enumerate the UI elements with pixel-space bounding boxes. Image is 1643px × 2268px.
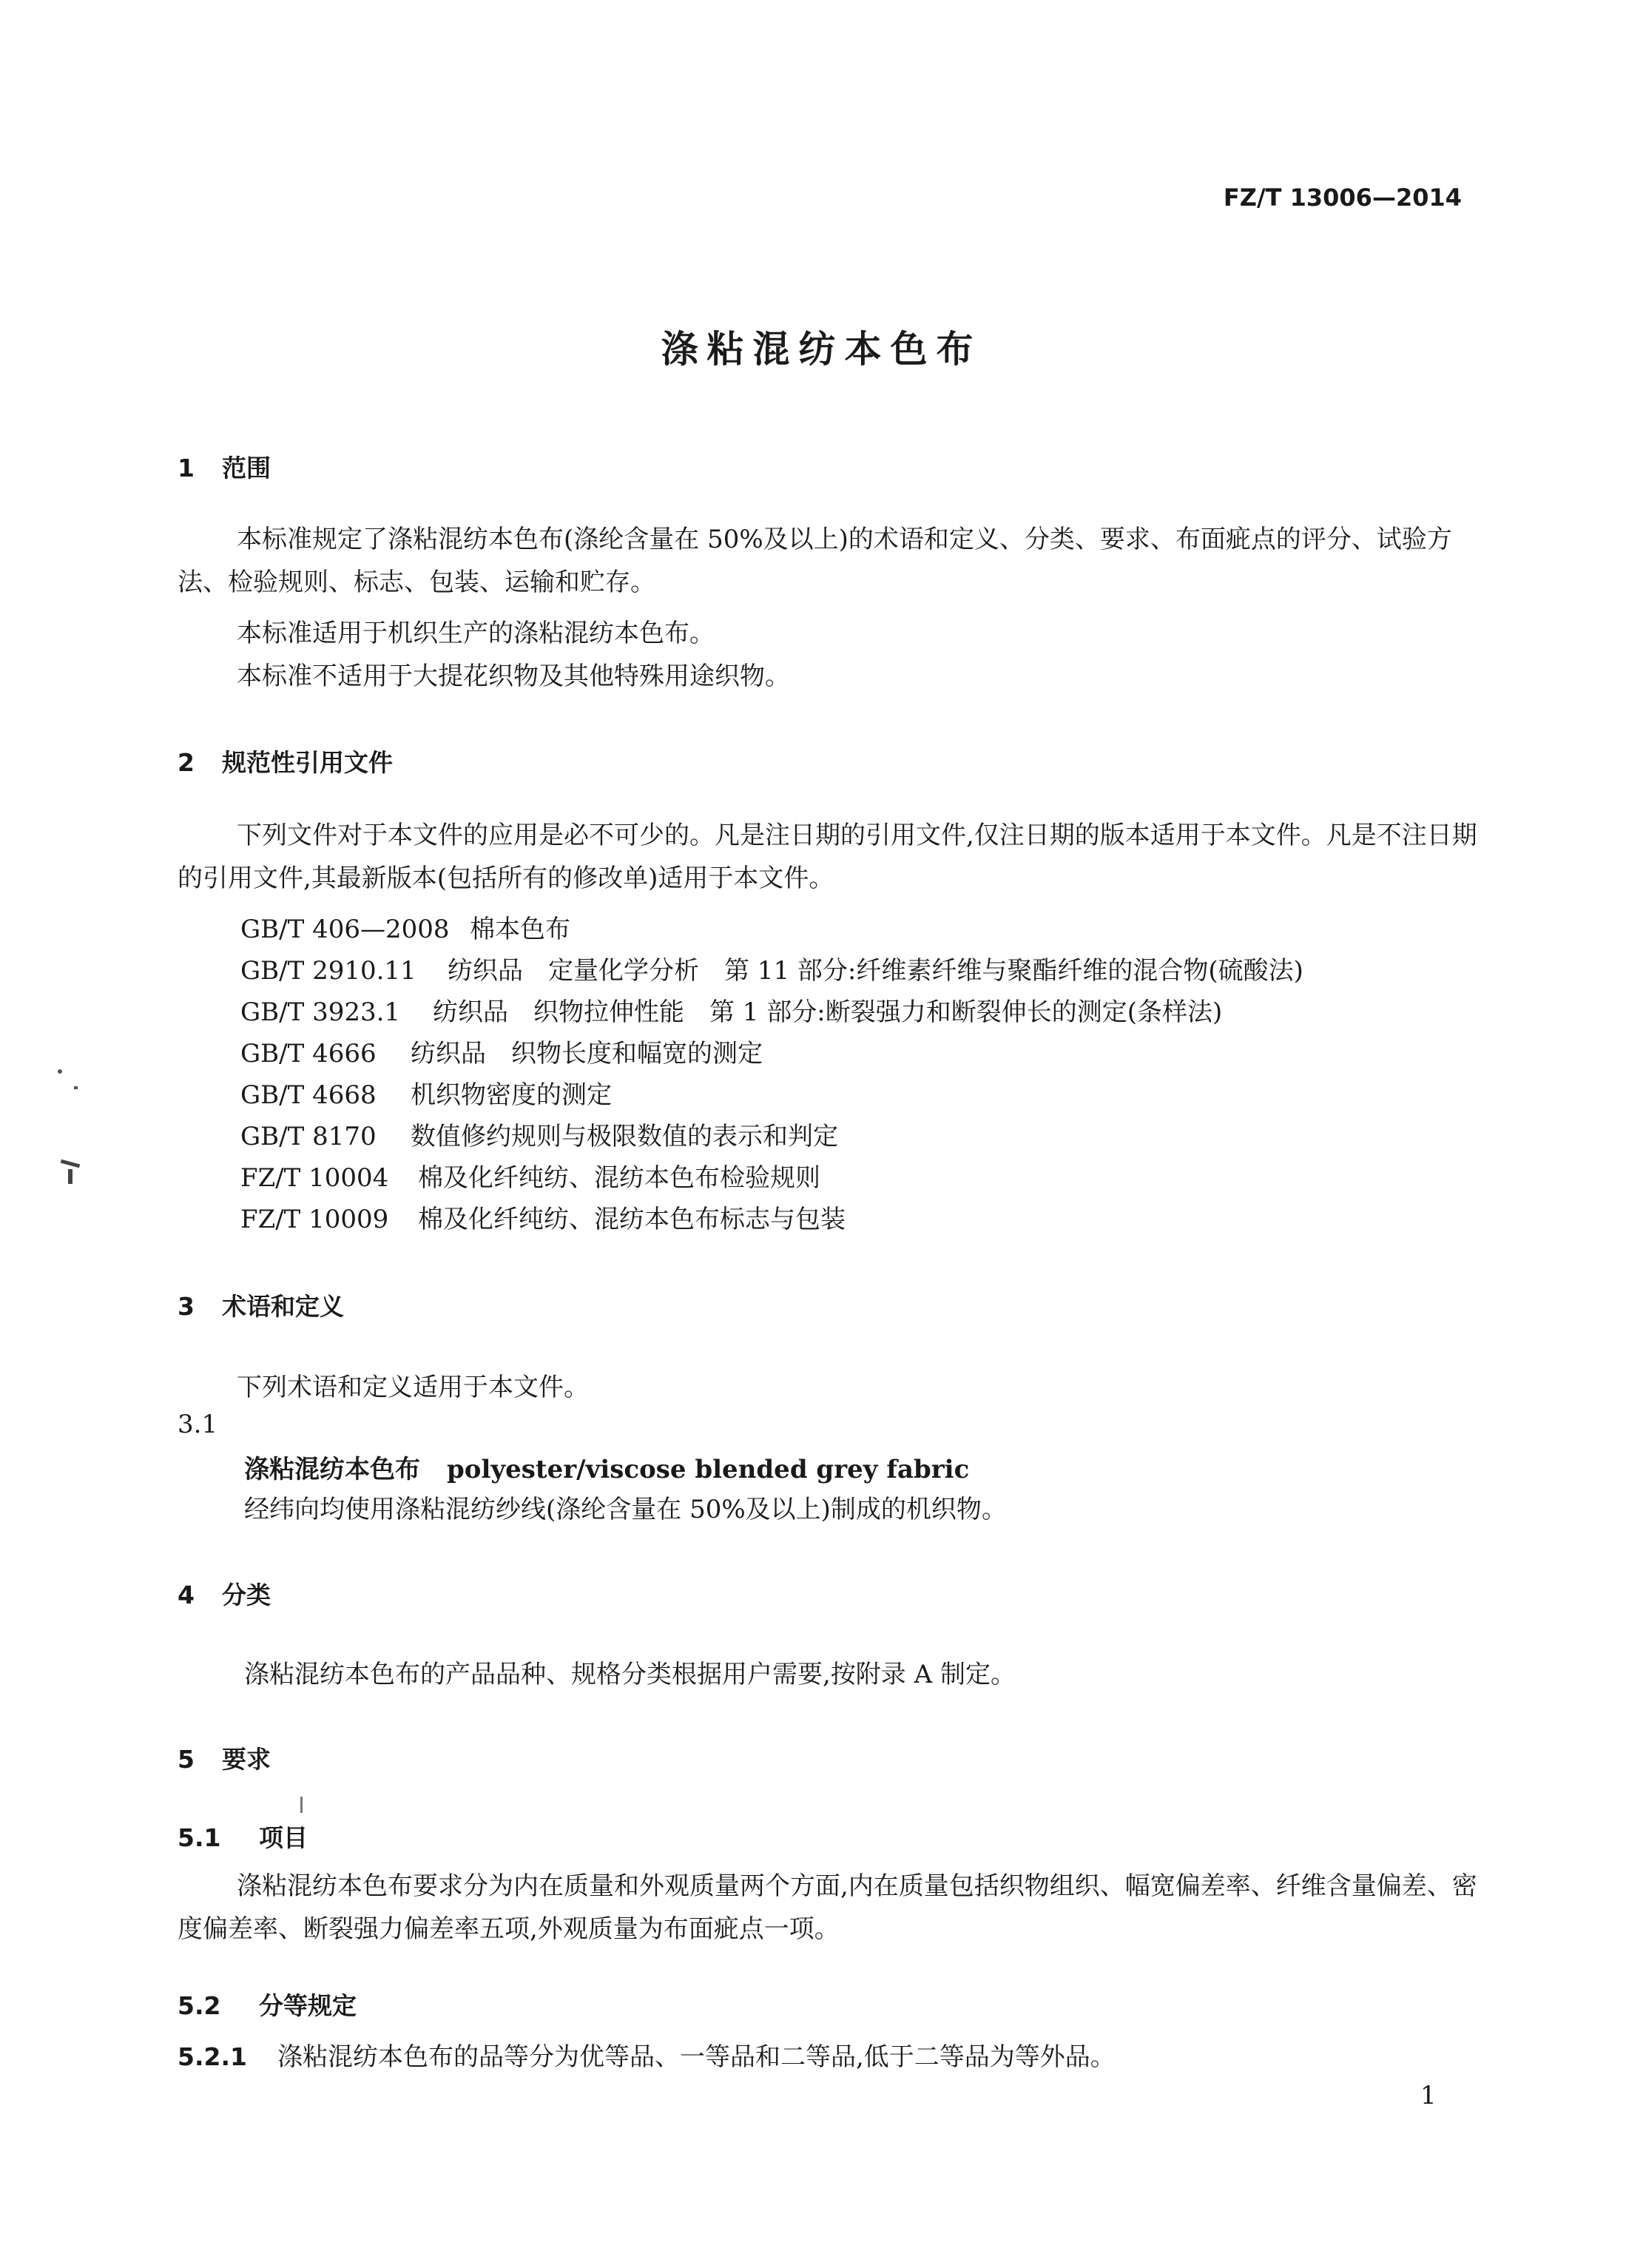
reference-item <box>240 1033 763 1069</box>
section-title: 要求 <box>222 1745 271 1774</box>
subsection-5-2-heading <box>178 1987 357 2022</box>
section-number: 1 <box>178 454 195 482</box>
reference-title: 棉及化纤纯纺、混纺本色布标志与包装 <box>418 1205 846 1234</box>
section-1-para-3: 本标准不适用于大提花织物及其他特殊用途织物。 <box>237 662 790 691</box>
reference-title: 棉本色布 <box>470 915 570 944</box>
section-3-para-1: 下列术语和定义适用于本文件。 <box>237 1373 589 1402</box>
reference-title: 纺织品 织物长度和幅宽的测定 <box>411 1039 763 1069</box>
reference-item <box>240 909 570 945</box>
reference-code: GB/T 4666 <box>240 1039 377 1069</box>
section-2-para-1: 下列文件对于本文件的应用是必不可少的。凡是注日期的引用文件,仅注日期的版本适用于本文件。凡是不注日期的引用文件,其最新版本(包括所有的修改单)适用于本文件。 <box>178 821 1477 893</box>
reference-code: FZ/T 10009 <box>240 1205 389 1234</box>
reference-title: 纺织品 织物拉伸性能 第 1 部分:断裂强力和断裂伸长的测定(条样法) <box>433 997 1223 1027</box>
page-title: 涤粘混纺本色布 <box>661 328 982 371</box>
section-title: 分类 <box>222 1581 271 1609</box>
section-3-heading <box>178 1288 344 1322</box>
subsection-number: 5.2 <box>178 1991 221 2020</box>
reference-item <box>240 1199 846 1235</box>
reference-title: 纺织品 定量化学分析 第 11 部分:纤维素纤维与聚酯纤维的混合物(硫酸法) <box>448 956 1303 986</box>
term-definition: 经纬向均使用涤粘混纺纱线(涤纶含量在 50%及以上)制成的机织物。 <box>244 1495 1007 1524</box>
reference-item <box>240 1116 838 1152</box>
scan-speck <box>300 1797 303 1813</box>
scan-speck <box>68 1169 72 1184</box>
subsection-number: 5.1 <box>178 1823 221 1852</box>
section-number: 2 <box>178 748 195 777</box>
reference-code: GB/T 8170 <box>240 1122 377 1151</box>
section-title: 术语和定义 <box>222 1292 344 1321</box>
section-number: 3 <box>178 1292 195 1321</box>
scan-speck <box>58 1069 62 1074</box>
scan-speck <box>74 1086 78 1089</box>
reference-code: GB/T 3923.1 <box>240 997 401 1027</box>
section-number: 5 <box>178 1745 195 1774</box>
section-4-heading <box>178 1576 271 1611</box>
reference-title: 数值修约规则与极限数值的表示和判定 <box>411 1122 838 1151</box>
reference-item <box>240 950 1303 986</box>
section-title: 规范性引用文件 <box>222 748 393 777</box>
reference-code: GB/T 406—2008 <box>240 915 450 944</box>
page-number: 1 <box>1420 2081 1437 2110</box>
subsection-3-1-number: 3.1 <box>178 1410 218 1439</box>
clause-text: 涤粘混纺本色布的品等分为优等品、一等品和二等品,低于二等品为等外品。 <box>277 2042 1116 2072</box>
section-1-para-2: 本标准适用于机织生产的涤粘混纺本色布。 <box>237 619 715 648</box>
subsection-5-1-para: 涤粘混纺本色布要求分为内在质量和外观质量两个方面,内在质量包括织物组织、幅宽偏差率、纤维含量偏差、密度偏差率、断裂强力偏差率五项,外观质量为布面疵点一项。 <box>178 1871 1477 1944</box>
reference-code: GB/T 2910.11 <box>240 956 416 986</box>
reference-item <box>240 1074 612 1111</box>
reference-item <box>240 992 1222 1028</box>
reference-title: 棉及化纤纯纺、混纺本色布检验规则 <box>418 1163 820 1193</box>
reference-item <box>240 1157 820 1194</box>
term-entry <box>244 1449 969 1485</box>
section-number: 4 <box>178 1581 195 1609</box>
section-2-heading <box>178 744 393 778</box>
reference-title: 机织物密度的测定 <box>411 1080 612 1110</box>
term-chinese: 涤粘混纺本色布 <box>244 1455 420 1484</box>
scan-speck <box>61 1160 80 1168</box>
standard-number: FZ/T 13006—2014 <box>1223 184 1462 212</box>
subsection-title: 项目 <box>259 1823 308 1852</box>
section-5-heading <box>178 1740 271 1775</box>
term-english: polyester/viscose blended grey fabric <box>447 1455 970 1484</box>
subsection-title: 分等规定 <box>259 1991 357 2020</box>
section-1-heading <box>178 449 271 484</box>
clause-5-2-1 <box>178 2036 1116 2073</box>
reference-code: GB/T 4668 <box>240 1080 377 1110</box>
subsection-5-1-heading <box>178 1819 308 1854</box>
section-1-para-1: 本标准规定了涤粘混纺本色布(涤纶含量在 50%及以上)的术语和定义、分类、要求、布面疵点的评分、试验方法、检验规则、标志、包装、运输和贮存。 <box>178 525 1452 597</box>
section-4-para-1: 涤粘混纺本色布的产品品种、规格分类根据用户需要,按附录 A 制定。 <box>244 1660 1016 1689</box>
clause-number: 5.2.1 <box>178 2042 247 2071</box>
section-title: 范围 <box>222 454 271 482</box>
reference-code: FZ/T 10004 <box>240 1163 389 1193</box>
